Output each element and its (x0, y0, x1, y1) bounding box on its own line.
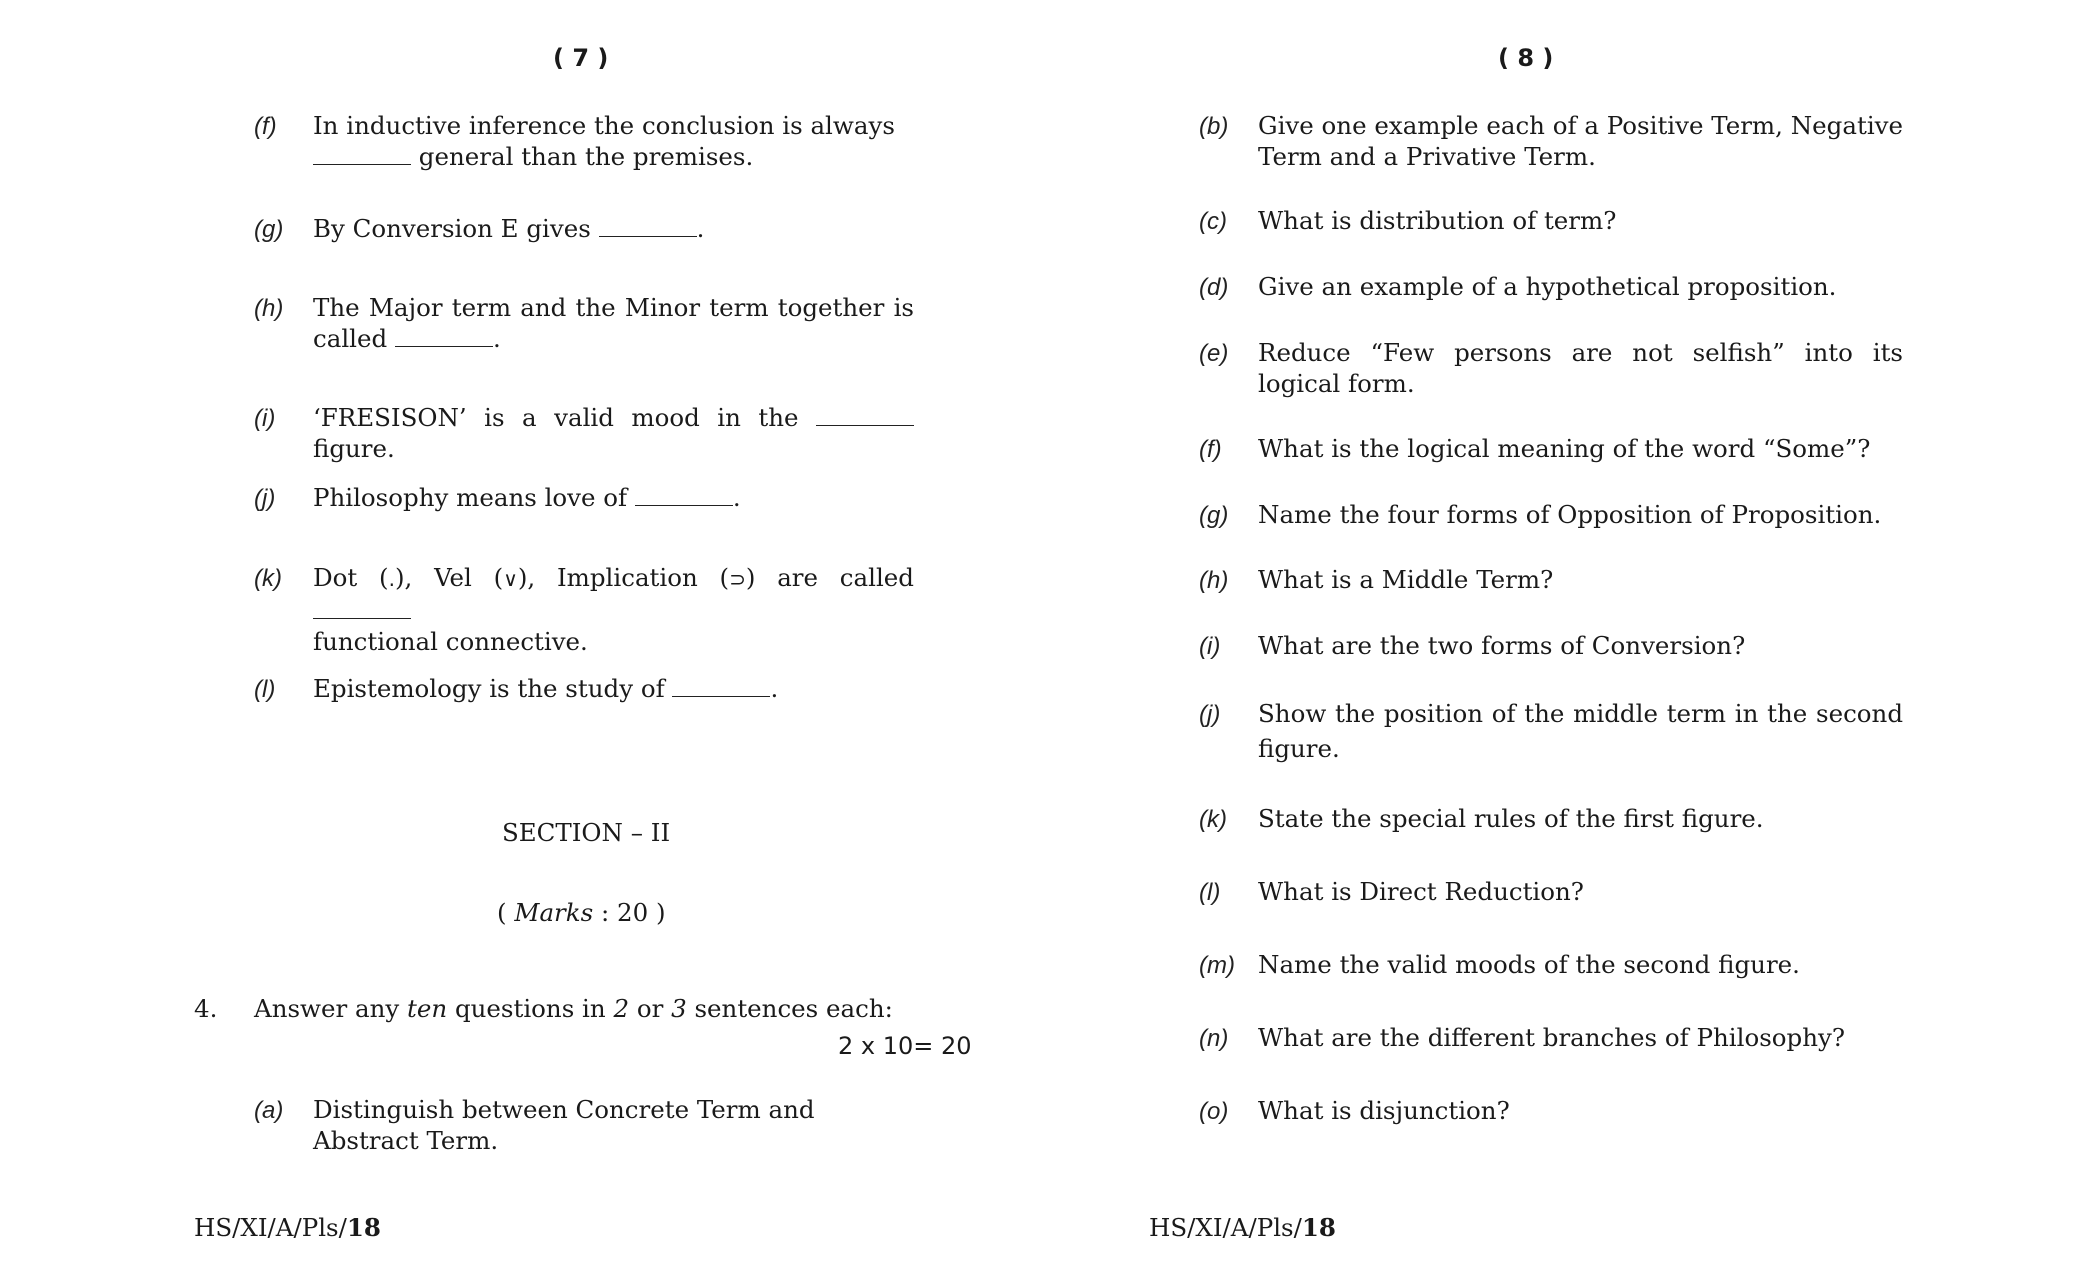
item-text-after: general than the premises. (411, 142, 754, 171)
question-number: 4. (194, 994, 218, 1023)
question-4 (194, 994, 893, 1023)
fill-blank (313, 598, 411, 619)
question-item-d (1199, 271, 1903, 302)
item-label: (l) (254, 676, 276, 703)
dot-symbol: . (388, 567, 395, 591)
section-title: SECTION – II (502, 818, 671, 847)
fill-blank (635, 485, 733, 506)
item-label: (i) (1199, 633, 1221, 660)
item-label: (h) (254, 295, 284, 322)
item-text-after: functional connective. (313, 627, 588, 656)
item-text-before: ‘FRESISON’ is a valid mood in the (313, 403, 816, 432)
question-item-j (254, 482, 914, 513)
page-number: ( 8 ) (1498, 44, 1554, 72)
question-item-k-right (1199, 803, 1903, 834)
question-score: 2 x 10= 20 (838, 1032, 972, 1060)
item-text: What is the logical meaning of the word “Some”? (1258, 434, 1871, 463)
item-text: Distinguish between Concrete Term and Abstract Term. (313, 1095, 815, 1155)
question-text: Answer any (254, 994, 408, 1023)
item-text: What are the different branches of Philosophy? (1258, 1023, 1845, 1052)
item-text-after: . (492, 324, 501, 353)
item-label: (e) (1199, 340, 1229, 367)
item-text-before: By Conversion E gives (313, 214, 599, 243)
item-label: (o) (1199, 1098, 1229, 1125)
question-text: questions in (447, 994, 614, 1023)
item-text: What is a Middle Term? (1258, 565, 1554, 594)
fill-blank (599, 216, 697, 237)
question-item-o (1199, 1095, 1903, 1126)
footer-number: 18 (1301, 1213, 1336, 1242)
item-label: (h) (1199, 567, 1229, 594)
item-text: What is Direct Reduction? (1258, 877, 1584, 906)
item-label: (k) (1199, 806, 1227, 833)
fill-blank (313, 144, 411, 165)
question-item-i-right (1199, 630, 1903, 661)
item-text-before: Epistemology is the study of (313, 674, 673, 703)
question-item-n (1199, 1022, 1903, 1053)
question-text-em: ten (407, 994, 448, 1023)
footer-number: 18 (346, 1213, 381, 1242)
question-item-k (254, 562, 914, 657)
item-label: (a) (254, 1097, 284, 1124)
question-text-em: 2 (613, 994, 630, 1023)
page-footer (194, 1213, 381, 1242)
item-text: What are the two forms of Conversion? (1258, 631, 1746, 660)
item-text (313, 110, 914, 172)
item-label: (i) (254, 405, 276, 432)
item-label: (f) (1199, 436, 1222, 463)
right-page (1050, 0, 2100, 1275)
fill-blank (672, 676, 770, 697)
item-text (313, 673, 914, 704)
question-item-h (254, 292, 914, 354)
question-item-g (254, 213, 914, 244)
page-number: ( 7 ) (553, 44, 609, 72)
item-label: (j) (254, 485, 276, 512)
item-text: Give an example of a hypothetical proposition. (1258, 272, 1837, 301)
item-text: Reduce “Few persons are not selfish” into its logical form. (1258, 338, 1903, 398)
item-label: (c) (1199, 208, 1227, 235)
item-text: Give one example each of a Positive Term, Negative Term and a Privative Term. (1258, 111, 1903, 171)
item-text (313, 482, 914, 513)
item-label: (m) (1199, 952, 1235, 979)
question-item-l-right (1199, 876, 1903, 907)
question-item-c (1199, 205, 1903, 236)
section-marks (497, 898, 666, 927)
item-text (313, 292, 914, 354)
item-text-before: In inductive inference the conclusion is always (313, 111, 895, 140)
page-footer (1149, 1213, 1336, 1242)
item-text-after: . (732, 483, 741, 512)
question-item-i (254, 402, 914, 464)
item-text-after: . (696, 214, 705, 243)
item-label: (d) (1199, 274, 1229, 301)
item-text: Name the four forms of Opposition of Proposition. (1258, 500, 1882, 529)
item-text-after: . (770, 674, 779, 703)
question-text: sentences each: (686, 994, 893, 1023)
marks-word: Marks (514, 898, 594, 927)
item-label: (f) (254, 113, 277, 140)
item-label: (j) (1199, 701, 1221, 728)
item-label: (g) (1199, 502, 1229, 529)
item-text-before: The Major term and the Minor term together is called (313, 293, 914, 353)
item-label: (b) (1199, 113, 1229, 140)
footer-code: HS/XI/A/Pls/ (1149, 1213, 1302, 1242)
question-text-em: 3 (671, 994, 687, 1023)
item-text-part: ), Vel ( (394, 563, 504, 592)
fill-blank (816, 405, 914, 426)
item-text (313, 213, 914, 244)
item-text: What is disjunction? (1258, 1096, 1510, 1125)
question-item-m (1199, 949, 1903, 980)
question-item-f (254, 110, 914, 172)
item-label: (k) (254, 565, 282, 592)
item-text: What is distribution of term? (1258, 206, 1617, 235)
question-item-h-right (1199, 564, 1903, 595)
question-item-e (1199, 337, 1903, 399)
item-text-part: ) are called (745, 563, 914, 592)
question-text: or (629, 994, 672, 1023)
vel-symbol: ∨ (503, 567, 518, 591)
item-label: (n) (1199, 1025, 1229, 1052)
item-text: Show the position of the middle term in the second figure. (1258, 699, 1903, 763)
implication-symbol: ⊃ (729, 567, 746, 591)
item-label: (g) (254, 216, 284, 243)
item-text: Name the valid moods of the second figure. (1258, 950, 1800, 979)
item-label: (l) (1199, 879, 1221, 906)
question-item-g-right (1199, 499, 1903, 530)
marks-value: : 20 ) (593, 898, 666, 927)
question-item-l (254, 673, 914, 704)
question-item-b (1199, 110, 1903, 172)
item-text: State the special rules of the first figure. (1258, 804, 1764, 833)
item-text (313, 562, 914, 657)
fill-blank (395, 326, 493, 347)
footer-code: HS/XI/A/Pls/ (194, 1213, 347, 1242)
item-text (313, 402, 914, 464)
item-text-part: Dot ( (313, 563, 389, 592)
question-item-j-right (1199, 696, 1903, 766)
marks-open: ( (497, 898, 515, 927)
item-text-part: ), Implication ( (517, 563, 730, 592)
question-item-a (254, 1094, 914, 1156)
item-text-after: figure. (313, 434, 395, 463)
question-item-f-right (1199, 433, 1903, 464)
item-text-before: Philosophy means love of (313, 483, 635, 512)
